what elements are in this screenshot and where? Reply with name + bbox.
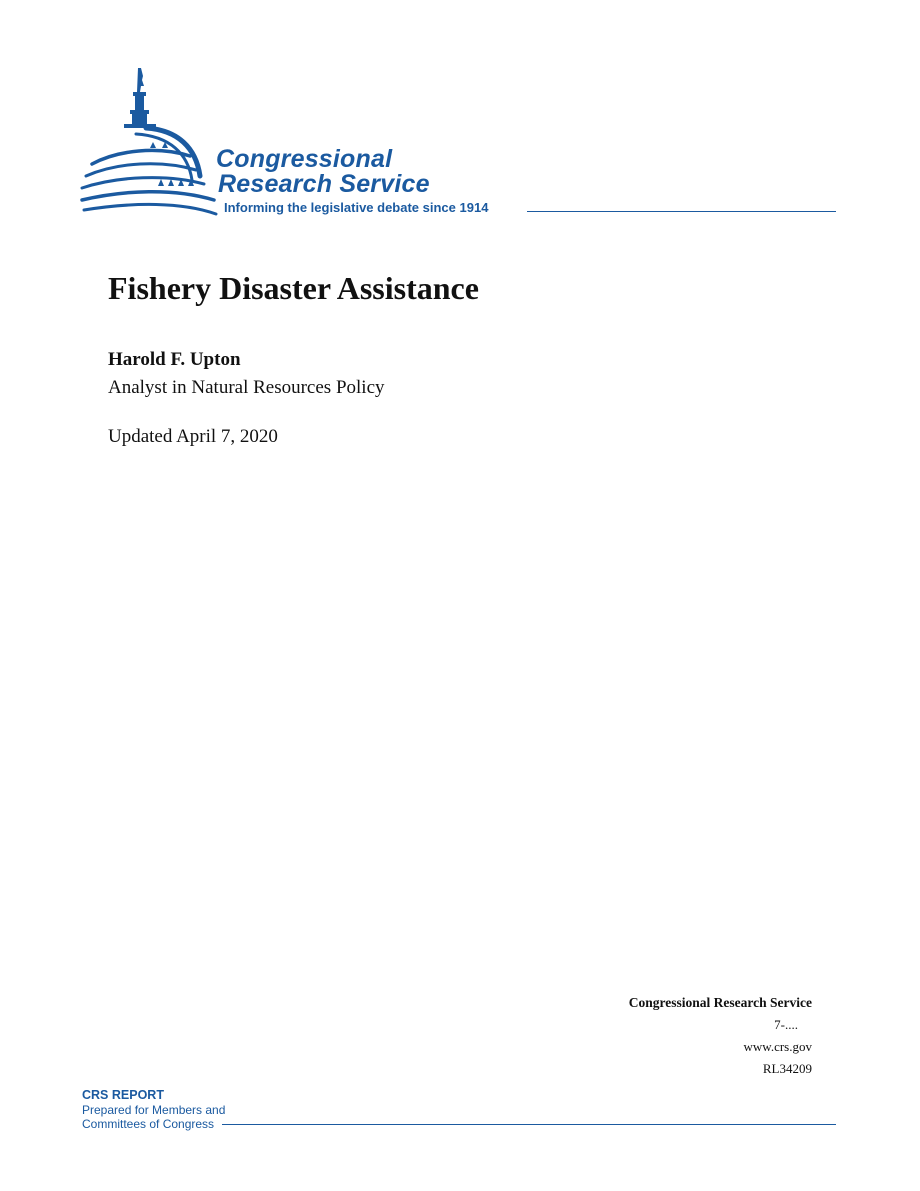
crs-report-footer	[82, 1088, 225, 1132]
report-meta	[629, 992, 812, 1080]
logo-tagline: Informing the legislative debate since 1914	[224, 200, 489, 215]
footer-divider	[222, 1124, 836, 1125]
logo-wordmark-line2: Research Service	[218, 170, 430, 198]
meta-website: www.crs.gov	[743, 1039, 812, 1054]
meta-code: 7-....	[774, 1017, 798, 1032]
footer-label: CRS REPORT	[82, 1088, 164, 1102]
footer-line1: Prepared for Members and	[82, 1102, 226, 1117]
updated-date: Updated April 7, 2020	[108, 426, 278, 447]
footer-line2: Committees of Congress	[82, 1117, 215, 1131]
logo-wordmark-line1: Congressional	[216, 145, 393, 173]
report-title: Fishery Disaster Assistance	[108, 270, 479, 306]
author-name: Harold F. Upton	[108, 349, 241, 370]
header-divider	[527, 211, 836, 212]
meta-organization: Congressional Research Service	[628, 995, 812, 1010]
author-role: Analyst in Natural Resources Policy	[108, 377, 385, 398]
report-number: RL34209	[762, 1061, 812, 1076]
